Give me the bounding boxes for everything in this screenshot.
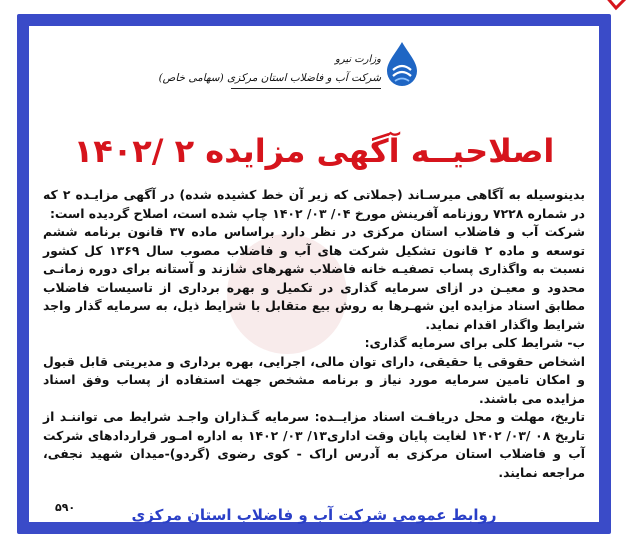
advertisement-content xyxy=(29,26,599,522)
header-divider xyxy=(231,88,381,89)
water-company-logo-icon xyxy=(383,40,421,88)
notice-body xyxy=(43,186,585,482)
ad-code: ۵۹۰ xyxy=(55,501,76,514)
corner-ribbon-icon xyxy=(602,0,632,14)
intro-paragraph: بدینوسیله به آگاهی میرسـاند (جملاتی که زیر آن خط کشیده شده) در آگهی مزایـده ۲ که در شماره ۷۲۲۸ روزنامه آفرینش مورخ ۰۴/ ۰۳/ ۱۴۰۲ چاپ شده است، اصلاح گردیده است: xyxy=(43,187,585,221)
company-name: شرکت آب و فاضلاب استان مرکزی (سهامی خاص) xyxy=(158,72,381,84)
company-header xyxy=(158,40,421,112)
advertisement-paper xyxy=(29,26,599,522)
section-date-paragraph xyxy=(43,408,585,482)
section-b-text: اشخاص حقوقی یا حقیقی، دارای توان مالی، اجرایی، بهره برداری و مدیریتی قابل قبول و امکان تامین سرمایه مورد نیاز و برنامه مشخص جهت استفاده از پساب وفق اسناد مزایده می باشند. xyxy=(43,353,585,406)
section-b-title: ب- شرایط کلی برای سرمایه گذاری: xyxy=(364,335,585,350)
notice-title: اصلاحیــه آگهی مزایده ۲ /۱۴۰۲ xyxy=(73,132,555,170)
advertisement-frame xyxy=(17,14,611,534)
public-relations-signature: روابط عمومی شرکت آب و فاضلاب استان مرکزی xyxy=(131,506,497,524)
main-paragraph: شرکت آب و فاضلاب استان مرکزی در نظر دارد براساس ماده ۳۷ قانون برنامه ششم توسعه و ماده ۲ قانون تشکیل شرکت های آب و فاضلاب مصوب سال ۱۳۶۹ کل کشور نسبت به واگذاری پساب تصفیـه خانه فاضلاب شهرهای شازند و آستانه برای دوره زمانـی محدود و معیـن در ازای سرمایه گذاری در تکمیل و بهره برداری از تاسیسات فاضلاب مطابق اسناد مزایده این شهـرها به روش بیع متقابل با شرایط ذیل، به سرمایه گذار واجد شرایط واگذار اقدام نماید. xyxy=(43,224,585,332)
ministry-name: وزارت نیرو xyxy=(334,54,381,65)
section-date-title: تاریخ، مهلت و محل دریافـت اسناد مزایــده: xyxy=(314,409,585,424)
section-date-text: سرمایه گـذاران واجـد شرایط می تواننـد از تاریخ ۰۸ /۰۳/ ۱۴۰۲ لغایت پایان وقت اداری۱۳/ ۰۳/ ۱۴۰۲ به اداره امـور قراردادهای شرکت آب و فاضلاب استان مرکزی به آدرس اراک - کوی رضوی (گردو)-میدان شهید نجفی، مراجعه نمایند. xyxy=(43,409,585,480)
